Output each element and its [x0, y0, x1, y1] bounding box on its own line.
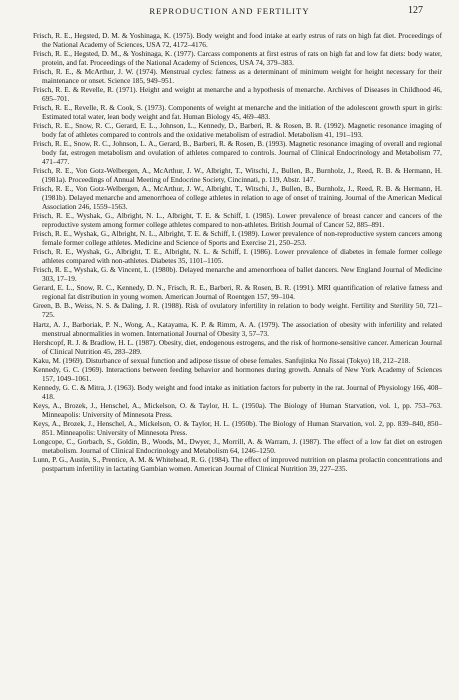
reference-item: Frisch, R. E. & Revelle, R. (1971). Height and weight at menarche and a hypothesis of menarche. Archives of Diseases in Childhood 46, 695–701. [33, 85, 442, 104]
reference-item: Frisch, R. E., Wyshak, G., Albright, T. E., Albright, N. L. & Schiff, I. (1986). Lower prevalence of diabetes in female former college athletes compared with non-athletes. Diabetes 35, 1101–1105. [33, 247, 442, 266]
reference-item: Frisch, R. E., Wyshak, G. & Vincent, L. (1980b). Delayed menarche and amenorrhoea of ballet dancers. New England Journal of Medicine 303, 17–19. [33, 265, 442, 284]
reference-item: Frisch, R. E., Snow, R. C., Gerard, E. L., Johnson, L., Kennedy, D., Barberi, R. & Rosen, B. R. (1992). Magnetic resonance imaging of body fat of athletes compared to controls and the oxidative metabolism of estradiol. Metabolism 41, 191–193. [33, 121, 442, 140]
page-header [0, 6, 459, 20]
reference-item: Kennedy, G. C. & Mitra, J. (1963). Body weight and food intake as initiation factors for puberty in the rat. Journal of Physiology 166, 408–418. [33, 382, 442, 401]
reference-item: Frisch, R. E., & McArthur, J. W. (1974). Menstrual cycles: fatness as a determinant of minimum weight for height necessary for their maintenance or onset. Science 185, 949–951. [33, 67, 442, 86]
reference-item: Frisch, R. E., Hegsted, D. M. & Yoshinaga, K. (1975). Body weight and food intake at early estrus of rats on high fat diet. Proceedings of the National Academy of Sciences, USA 72, 4172–4176. [33, 31, 442, 50]
reference-list [33, 31, 442, 473]
reference-item: Frisch, R. E., Wyshak, G., Albright, N. L., Albright, T. E. & Schiff, I. (1985). Lower prevalence of breast cancer and cancers of the reproductive system among former college athletes compared to non-athletes. British Journal of Cancer 52, 885–891. [33, 211, 442, 230]
reference-item: Keys, A., Brozek, J., Henschel, A., Mickelson, O. & Taylor, H. L. (1950b). The Biology of Human Starvation, vol. 2, pp. 839–840, 850–851. Minneapolis: University of Minnesota Press. [33, 418, 442, 437]
reference-item: Kaku, M. (1969). Disturbance of sexual function and adipose tissue of obese females. Sanfujinka No Jissai (Tokyo) 18, 212–218. [33, 355, 411, 365]
reference-item: Keys, A., Brozek, J., Henschel, A., Mickelson, O. & Taylor, H. L. (1950a). The Biology of Human Starvation, vol. 1, pp. 753–763. Minneapolis: University of Minnesota Press. [33, 400, 442, 419]
running-head: REPRODUCTION AND FERTILITY [149, 6, 310, 16]
reference-item: Frisch, R. E., Snow, R. C., Johnson, L. A., Gerard, B., Barberi, R. & Rosen, B. (1993). Magnetic resonance imaging of overall and regional body fat, estrogen metabolism and ovulation of athletes compared to controls. Journal of Clinical Endocrinology and Metabolism 77, 471–477. [33, 139, 442, 167]
reference-item: Frisch, R. E., Von Gotz-Welbergen, A., McArthur, J. W., Albright, T., Witschi, J., Bullen, B., Burnholz, J., Reed, R. B. & Hermann, H. (1981b). Delayed menarche and amenorrhoea of college athletes in relation to age of onset of training. Journal of the American Medical Association 246, 1559–1563. [33, 184, 442, 212]
reference-item: Frisch, R. E., Revelle, R. & Cook, S. (1973). Components of weight at menarche and the initiation of the adolescent growth spurt in girls: Estimated total water, lean body weight and fat. Human Biology 45, 469–483. [33, 103, 442, 122]
reference-item: Frisch, R. E., Hegsted, D. M., & Yoshinaga, K. (1977). Carcass components at first estrus of rats on high fat and low fat diets: body water, protein, and fat. Proceedings of the National Academy of Sciences, USA 74, 379–383. [33, 49, 442, 68]
reference-item: Frisch, R. E., Wyshak, G., Albright, N. L., Albright, T. E. & Schiff, I. (1989). Lower prevalence of non-reproductive system cancers among female former college athletes. Medicine and Science of Sports and Exercise 21, 250–253. [33, 229, 442, 248]
reference-item: Green, B. B., Weiss, N. S. & Daling, J. R. (1988). Risk of ovulatory infertility in relation to body weight. Fertility and Sterility 50, 721–725. [33, 301, 442, 320]
reference-item: Hershcopf, R. J. & Bradlow, H. L. (1987). Obesity, diet, endogenous estrogens, and the risk of hormone-sensitive cancer. American Journal of Clinical Nutrition 45, 283–289. [33, 337, 442, 356]
reference-item: Hartz, A. J., Barboriak, P. N., Wong, A., Katayama, K. P. & Rimm, A. A. (1979). The association of obesity with infertility and related menstrual abnormalities in women. International Journal of Obesity 3, 57–73. [33, 319, 442, 338]
reference-item: Frisch, R. E., Von Gotz-Welbergen, A., McArthur, J. W., Albright, T., Witschi, J., Bullen, B., Burnholz, J., Reed, R. B. & Hermann, H. (1981a). Proceedings of Annual Meeting of Endocrine Society, Cincinnati, p. 119, Abstr. 147. [33, 166, 442, 185]
reference-item: Gerard, E. L., Snow, R. C., Kennedy, D. N., Frisch, R. E., Barberi, R. & Rosen, B. R. (1991). MRI quantification of relative fatness and regional fat distribution in young women. American Journal of Roentgen 157, 99–104. [33, 283, 442, 302]
page-number: 127 [408, 5, 423, 16]
reference-item: Longcope, C., Gorbach, S., Goldin, B., Woods, M., Dwyer, J., Morrill, A. & Warram, J. (1987). The effect of a low fat diet on estrogen metabolism. Journal of Clinical Endocrinology and Metabolism 64, 1246–1250. [33, 436, 442, 455]
reference-item: Kennedy, G. C. (1969). Interactions between feeding behavior and hormones during growth. Annals of New York Academy of Sciences 157, 1049–1061. [33, 364, 442, 383]
reference-item: Lunn, P. G., Austin, S., Prentice, A. M. & Whitehead, R. G. (1984). The effect of improved nutrition on plasma prolactin concentrations and postpartum infertility in lactating Gambian women. American Journal of Clinical Nutrition 39, 227–235. [33, 454, 442, 473]
